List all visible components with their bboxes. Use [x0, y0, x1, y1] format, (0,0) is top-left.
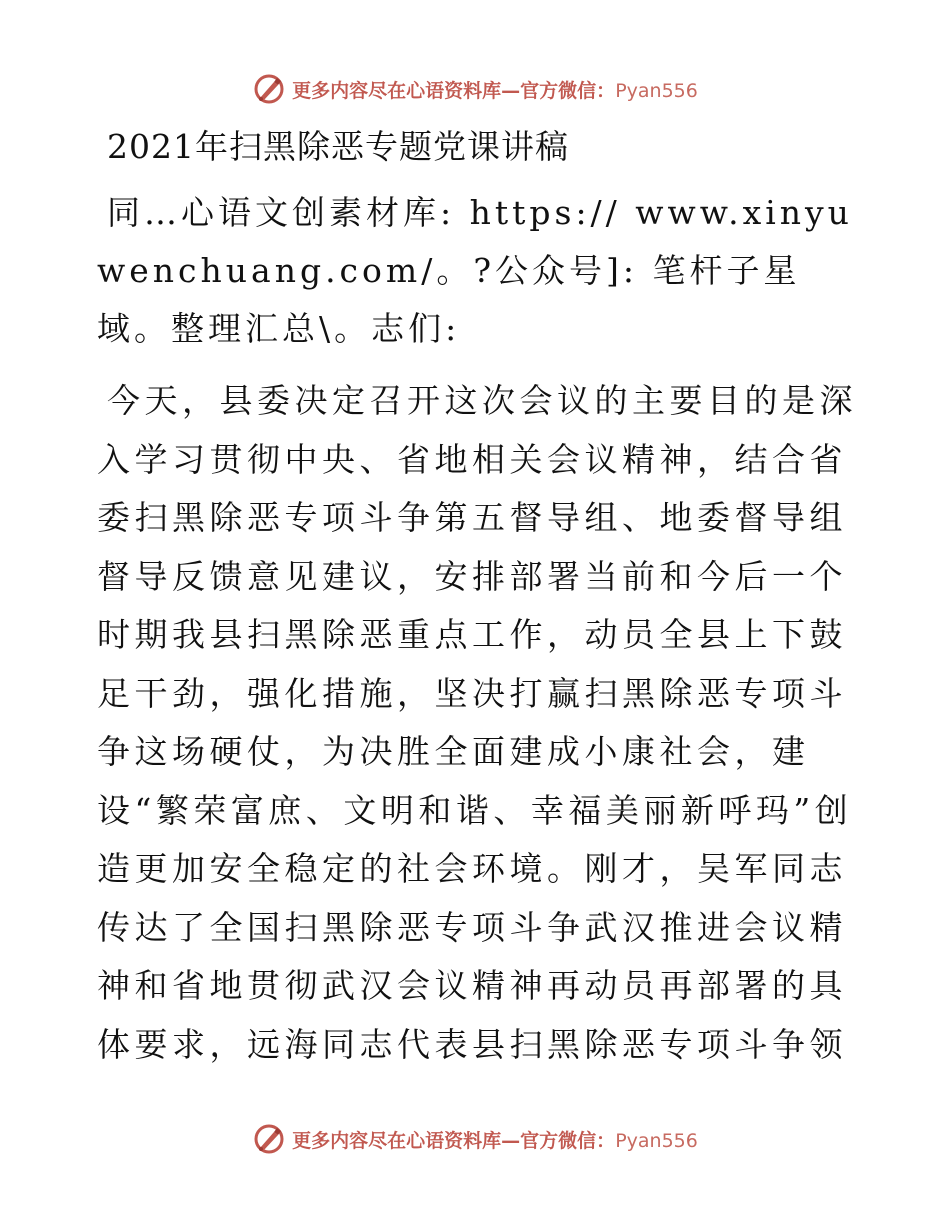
watermark-separator: — — [501, 79, 521, 102]
document-body — [97, 120, 857, 1088]
watermark-wechat-id: Pyan556 — [615, 1129, 698, 1152]
document-title: 2021年扫黑除恶专题党课讲稿 — [107, 127, 569, 166]
pen-logo-icon — [252, 72, 286, 106]
paragraph-intro: 同…心语文创素材库: https:// www.xinyuwenchuang.com/。?公众号]: 笔杆子星域。整理汇总\。志们: — [97, 193, 853, 348]
watermark-separator: — — [501, 1129, 521, 1152]
watermark-wechat-label: 官方微信： — [520, 1129, 616, 1152]
watermark-brand: 更多内容尽在心语资料库 — [292, 1129, 502, 1152]
header-watermark — [0, 72, 950, 106]
pen-logo-icon — [252, 1122, 286, 1156]
footer-watermark — [0, 1122, 950, 1156]
paragraph-main: 今天，县委决定召开这次会议的主要目的是深入学习贯彻中央、省地相关会议精神，结合省委扫黑除恶专项斗争第五督导组、地委督导组督导反馈意见建议，安排部署当前和今后一个时期我县扫黑除恶重点工作，动员全县上下鼓足干劲，强化措施，坚决打赢扫黑除恶专项斗争这场硬仗，为决胜全面建成小康社会，建设“繁荣富庶、文明和谐、幸福美丽新呼玛”创造更加安全稳定的社会环境。刚才，吴军同志传达了全国扫黑除恶专项斗争武汉推进会议精神和省地贯彻武汉会议精神再动员再部署的具体要求，远海同志代表县扫黑除恶专项斗争领 — [97, 381, 857, 1064]
watermark-wechat-id: Pyan556 — [615, 79, 698, 102]
watermark-text — [292, 76, 698, 103]
watermark-wechat-label: 官方微信： — [520, 79, 616, 102]
watermark-brand: 更多内容尽在心语资料库 — [292, 79, 502, 102]
watermark-text — [292, 1126, 698, 1153]
